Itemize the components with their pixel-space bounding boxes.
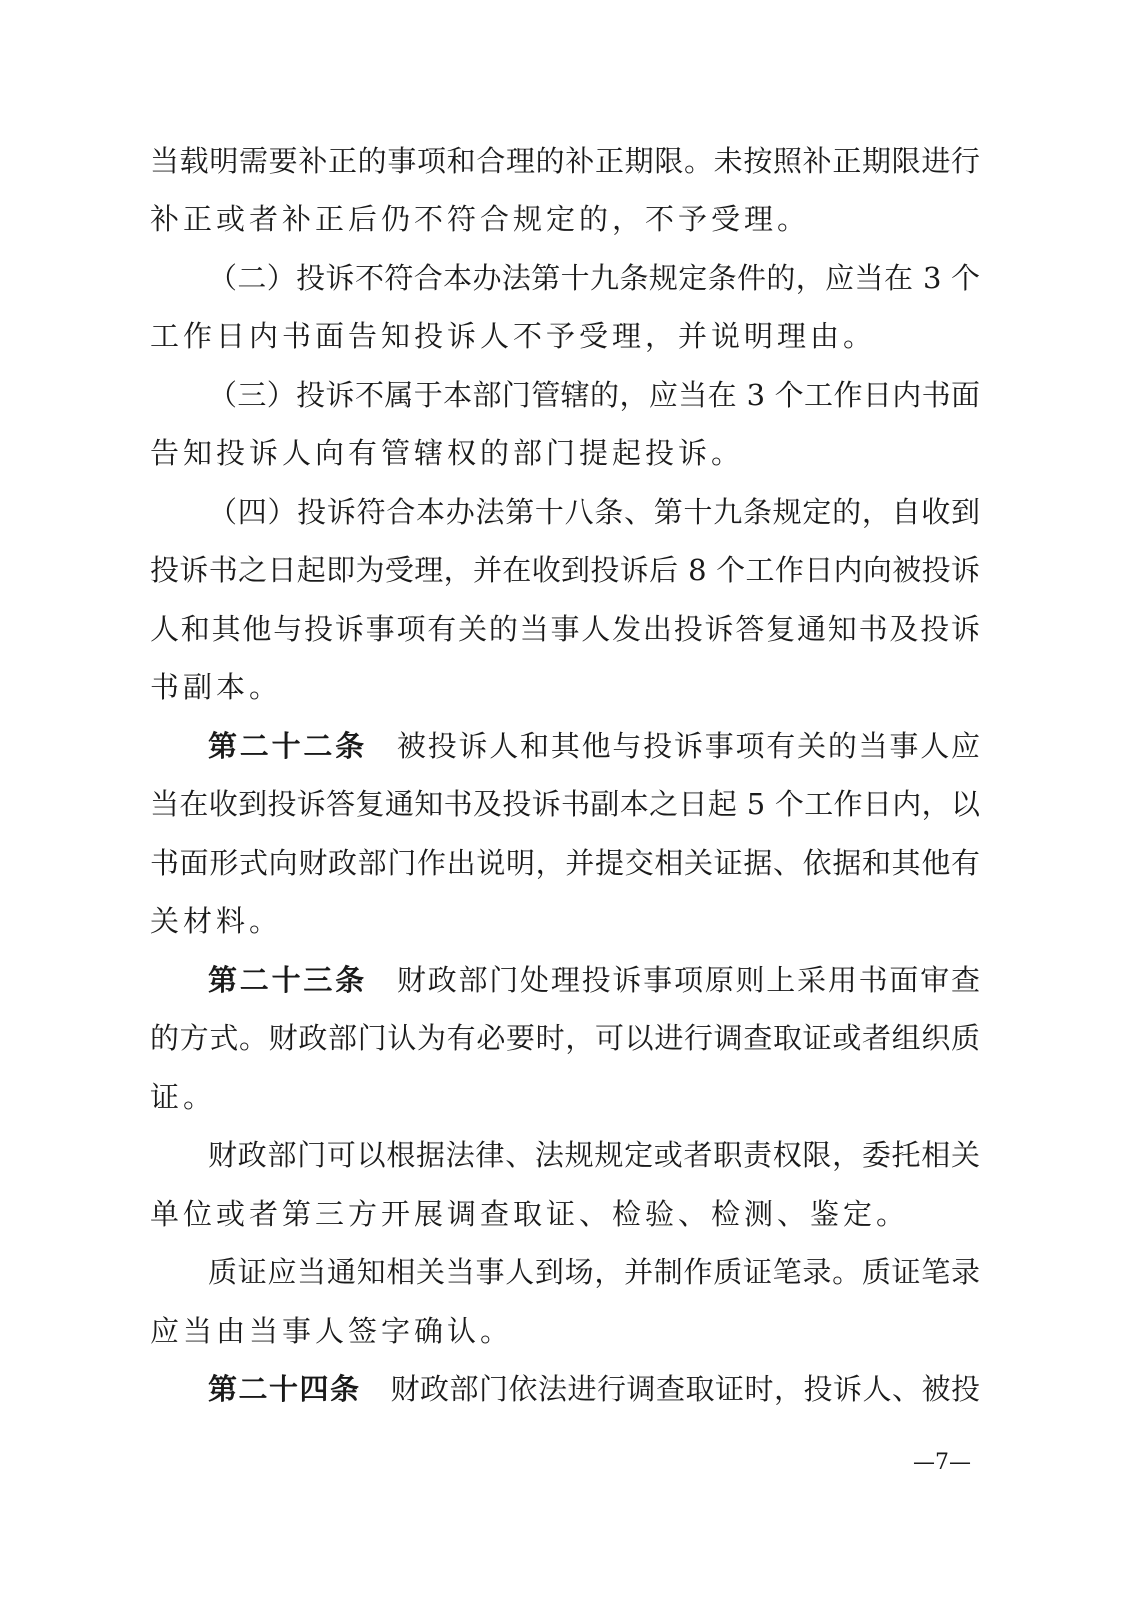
text-span: 财政部门处理投诉事项原则上采用书面审查 [396,963,980,997]
text-line: 工作日内书面告知投诉人不予受理，并说明理由。 [150,319,877,353]
text-line: 证。 [150,1080,217,1114]
text-line: （四）投诉符合本办法第十八条、第十九条规定的，自收到 [208,495,980,529]
article-heading: 第二十二条 [208,729,367,763]
page-number: —7— [913,1450,971,1475]
text-line: 补正或者补正后仍不符合规定的，不予受理。 [150,202,811,236]
text-span: 被投诉人和其他与投诉事项有关的当事人应 [396,729,980,763]
text-span: 财政部门依法进行调查取证时，投诉人、被投 [390,1372,980,1406]
text-line: 书面形式向财政部门作出说明，并提交相关证据、依据和其他有 [150,846,980,880]
article-heading: 第二十三条 [208,963,367,997]
text-line: 书副本。 [150,670,283,704]
text-line: 质证应当通知相关当事人到场，并制作质证笔录。质证笔录 [208,1255,980,1289]
text-line: 当载明需要补正的事项和合理的补正期限。未按照补正期限进行 [150,144,980,178]
text-line: 关材料。 [150,904,283,938]
article-heading: 第二十四条 [208,1372,361,1406]
article-24-line [208,1369,980,1409]
article-23-line [208,960,980,1000]
text-line: 告知投诉人向有管辖权的部门提起投诉。 [150,436,745,470]
text-line: 财政部门可以根据法律、法规规定或者职责权限，委托相关 [208,1138,980,1172]
text-line: 应当由当事人签字确认。 [150,1314,514,1348]
text-line: 单位或者第三方开展调查取证、检验、检测、鉴定。 [150,1197,910,1231]
text-line: 当在收到投诉答复通知书及投诉书副本之日起 5 个工作日内，以 [150,787,980,821]
text-line: 投诉书之日起即为受理，并在收到投诉后 8 个工作日内向被投诉 [150,553,980,587]
text-line: （二）投诉不符合本办法第十九条规定条件的，应当在 3 个 [208,261,980,295]
article-22-line [208,726,980,766]
text-line: （三）投诉不属于本部门管辖的，应当在 3 个工作日内书面 [208,378,980,412]
text-line: 人和其他与投诉事项有关的当事人发出投诉答复通知书及投诉 [150,612,980,646]
text-line: 的方式。财政部门认为有必要时，可以进行调查取证或者组织质 [150,1021,980,1055]
